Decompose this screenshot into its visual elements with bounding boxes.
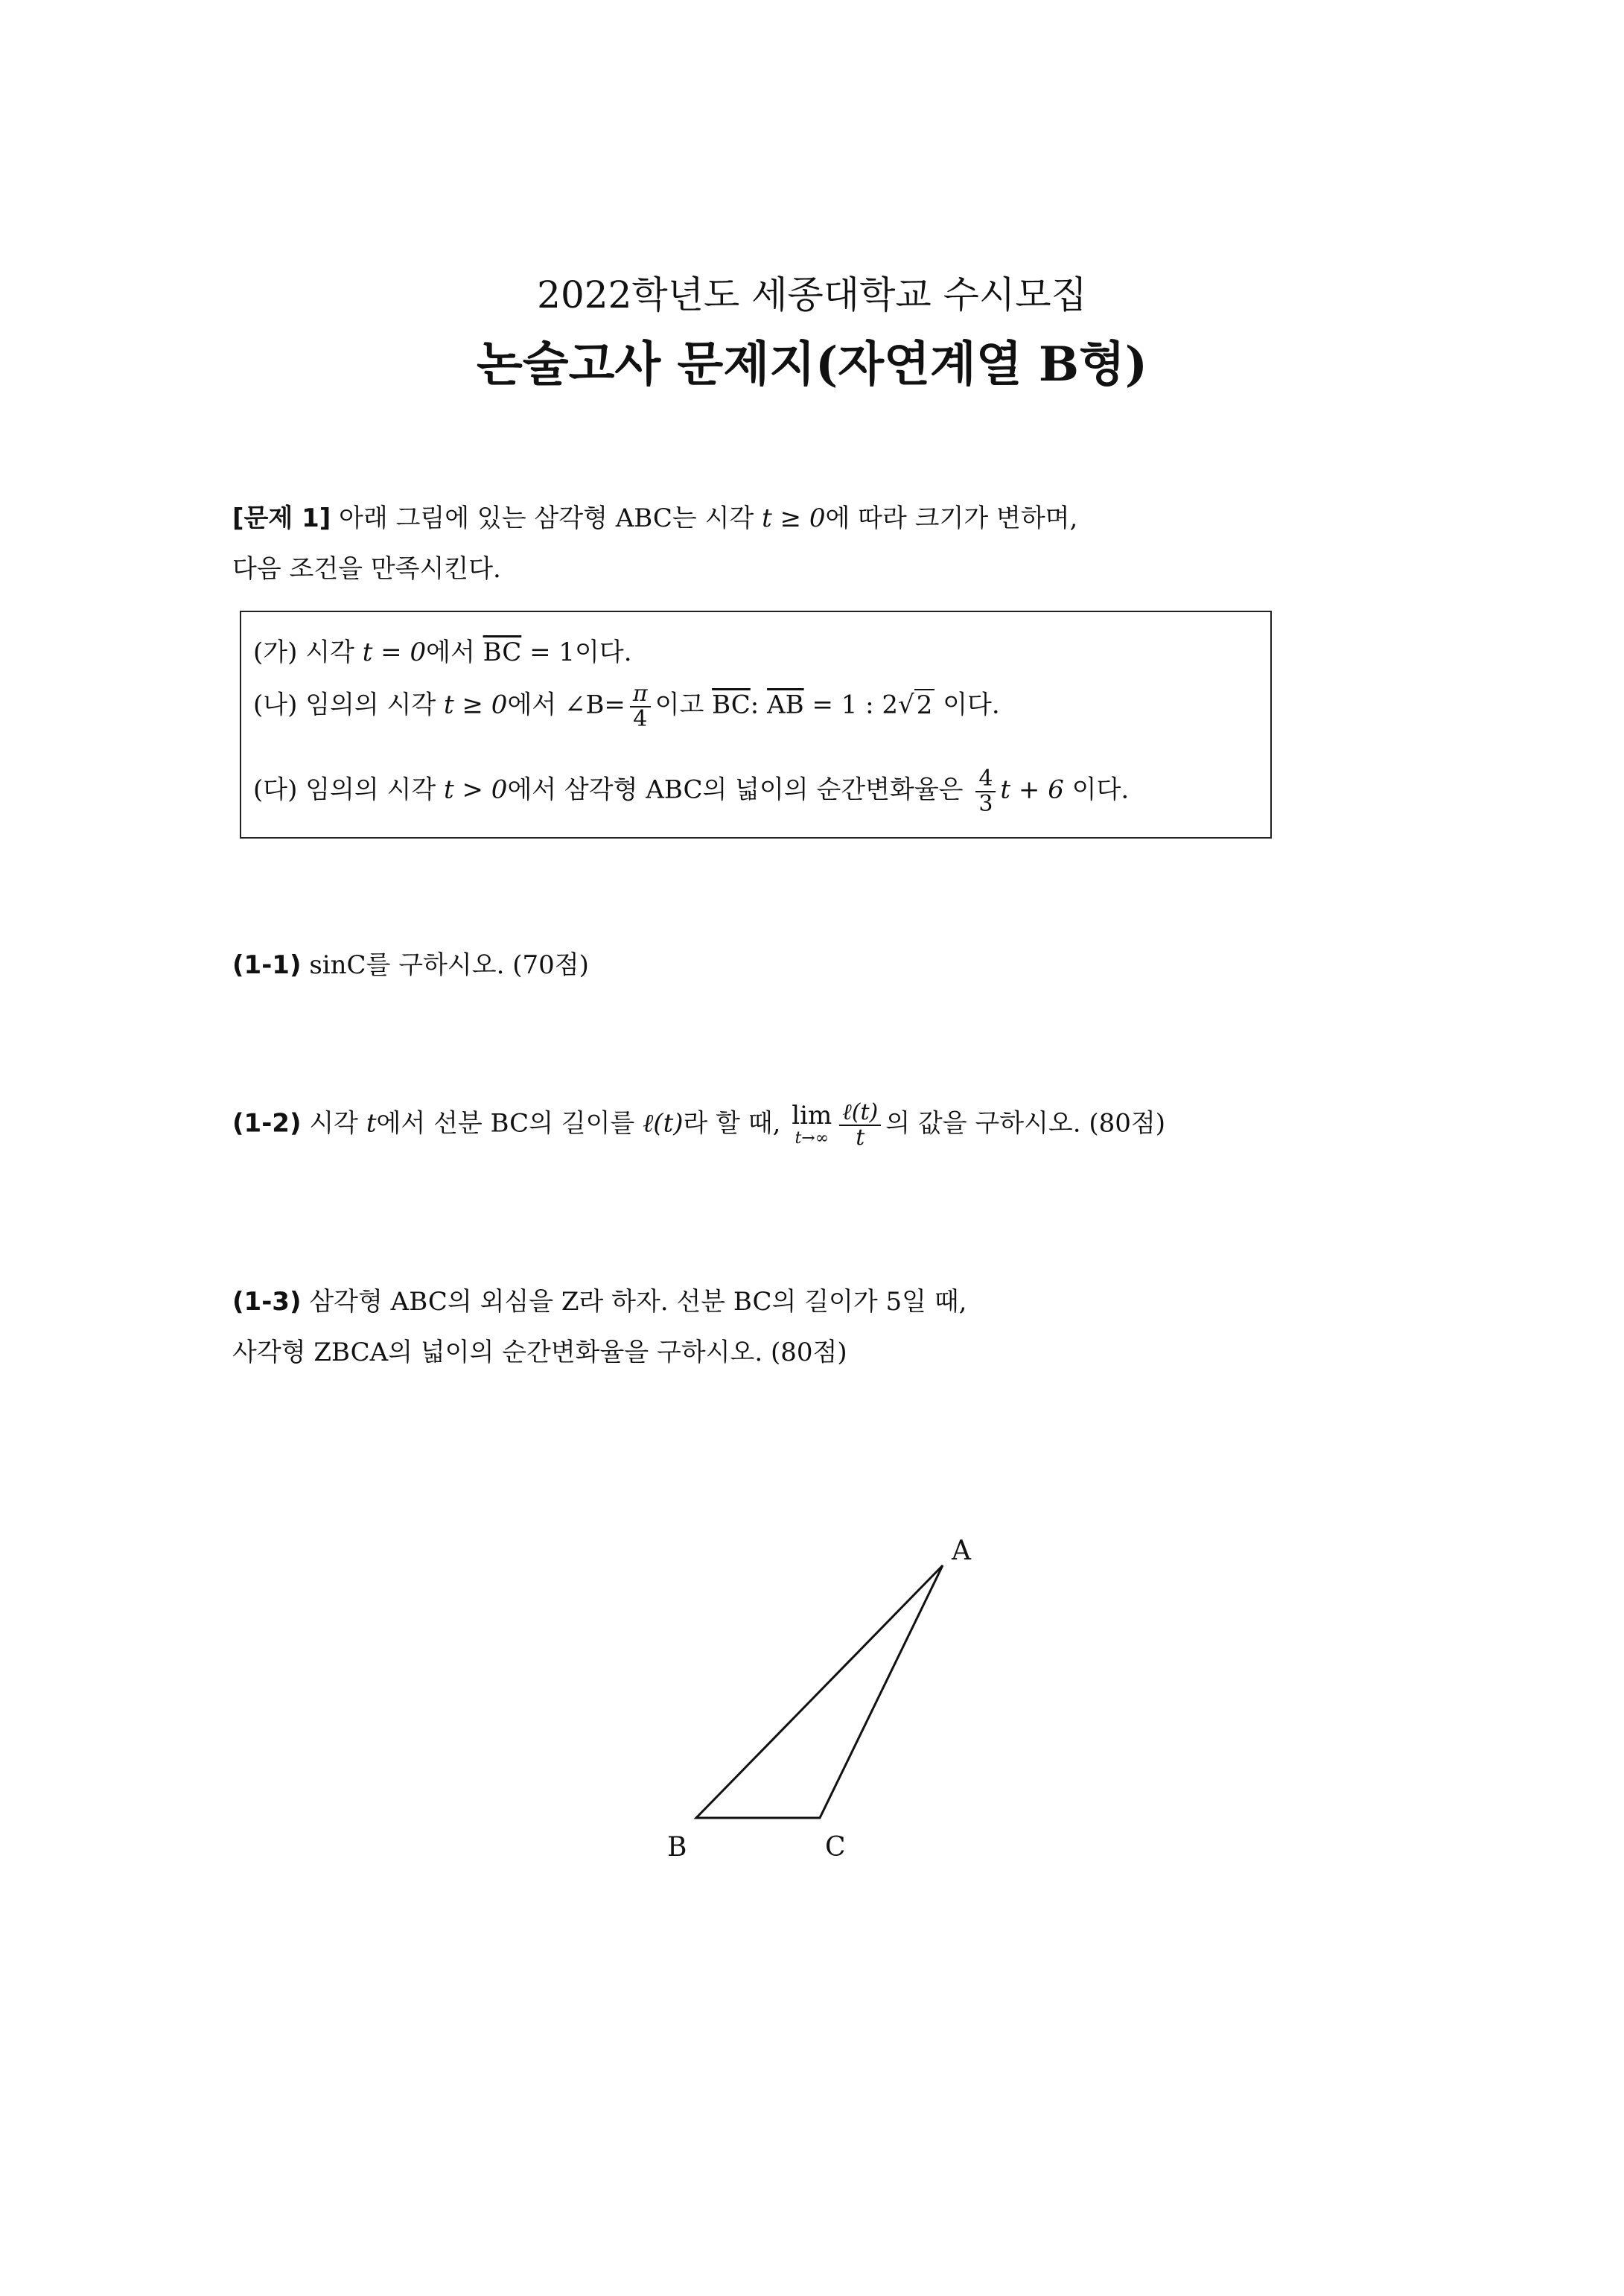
condition-ga-text-c: 이다. [575,637,632,667]
question-1-2-number: (1-2) [232,1108,302,1139]
ratio-colon: : [750,690,760,720]
question-1-3-text-a: 삼각형 ABC의 외심을 Z라 하자. 선분 BC의 길이가 5일 때, [309,1287,967,1317]
vertex-label-b: B [667,1832,687,1863]
question-1-2-text-d: 의 값을 구하시오. (80점) [885,1108,1166,1139]
segment-bc: $\overline{BC}$ [712,690,751,720]
exam-year-title: 2022학년도 세종대학교 수시모집 [537,273,1087,317]
segment-ab: $\overline{AB}$ [767,690,804,720]
intro-math: t ≥ 0 [762,503,826,533]
triangle-abc [696,1565,943,1818]
frac-den: 3 [978,790,993,817]
question-1-3-number: (1-3) [232,1287,302,1317]
condition-ga-text-b: 에서 [426,637,475,667]
problem-intro-line2: 다음 조건을 만족시킨다. [232,554,501,584]
frac-den: 4 [633,705,648,732]
angle-b: ∠B= [564,690,625,720]
condition-na-text-d: 이다. [943,690,1000,720]
question-1-2-math-l: ℓ(t) [643,1108,684,1139]
exam-paper-title: 논술고사 문제지(자연계열 B형) [476,337,1148,392]
question-1-1-text: sinC를 구하시오. (70점) [309,950,589,980]
frac-num: 4 [975,767,996,792]
problem-tag: [문제 1] [232,503,331,533]
sqrt-arg: 2 [914,689,935,720]
vertex-label-c: C [825,1832,846,1863]
condition-na-text-c: 이고 [655,690,704,720]
rate-expression: t + 6 [1000,775,1064,805]
vertex-label-a: A [952,1536,971,1566]
condition-na-text-a: 임의의 시각 [305,690,436,720]
segment-bc: $\overline{BC}$ [483,637,522,667]
question-1-1-number: (1-1) [232,950,302,980]
condition-na-math: t ≥ 0 [444,690,508,720]
condition-ga-text-a: 시각 [305,637,354,667]
ratio-value: = 1 : 2 [812,690,899,720]
question-1-2-text-c: 라 할 때, [683,1108,781,1139]
condition-na-label: (나) [253,690,298,720]
question-1-3-line2: 사각형 ZBCA의 넓이의 순간변화율을 구하시오. (80점) [232,1338,847,1367]
condition-da-text-c: 이다. [1071,775,1130,805]
condition-ga-eq: = 1 [529,637,576,667]
condition-da-math: t > 0 [444,775,508,805]
question-1-2-math-t: t [366,1108,377,1139]
sqrt-symbol: √ [898,690,914,720]
frac-num: ℓ(t) [839,1101,881,1126]
condition-ga-label: (가) [253,637,298,667]
frac-den: t [856,1124,865,1151]
condition-da-text-b: 에서 삼각형 ABC의 넓이의 순간변화율은 [507,775,964,805]
condition-da-text-a: 임의의 시각 [305,775,436,805]
question-1-2-text-b: 에서 선분 BC의 길이를 [376,1108,635,1139]
condition-na-text-b: 에서 [507,690,557,720]
intro-text-b: 에 따라 크기가 변하며, [825,503,1078,533]
condition-ga-math: t = 0 [362,637,427,667]
lim-subscript: t→∞ [795,1129,829,1148]
lim-word: lim [792,1100,832,1130]
intro-text-a: 아래 그림에 있는 삼각형 ABC는 시각 [339,503,754,533]
frac-num: π [630,682,651,707]
condition-da-label: (다) [253,775,298,805]
question-1-2-text-a: 시각 [309,1108,359,1139]
